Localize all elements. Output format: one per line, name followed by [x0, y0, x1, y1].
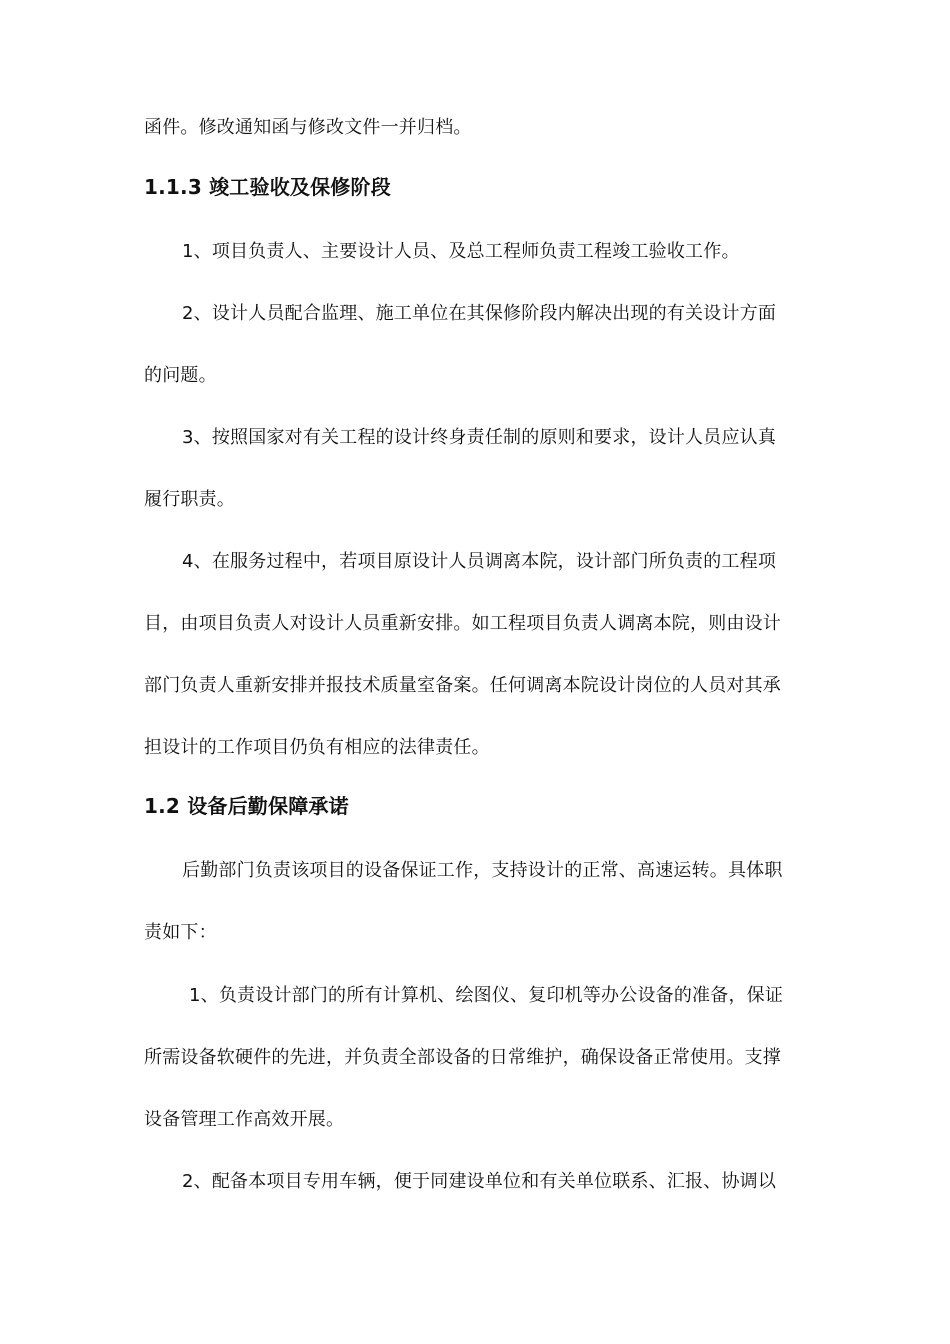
paragraph-line: 所需设备软硬件的先进，并负责全部设备的日常维护，确保设备正常使用。支撑 — [144, 1047, 781, 1068]
section-heading: 1.2 设备后勤保障承诺 — [144, 794, 349, 818]
paragraph-line: 责如下： — [144, 922, 217, 943]
paragraph-line: 函件。修改通知函与修改文件一并归档。 — [144, 117, 472, 138]
paragraph-line: 后勤部门负责该项目的设备保证工作，支持设计的正常、高速运转。具体职 — [182, 860, 783, 881]
paragraph-line: 目，由项目负责人对设计人员重新安排。如工程项目负责人调离本院，则由设计 — [144, 613, 781, 634]
paragraph-line: 履行职责。 — [144, 489, 235, 510]
paragraph-line: 2、设计人员配合监理、施工单位在其保修阶段内解决出现的有关设计方面 — [182, 303, 777, 324]
paragraph-line: 2、配备本项目专用车辆，便于同建设单位和有关单位联系、汇报、协调以 — [182, 1171, 777, 1192]
paragraph-line: 3、按照国家对有关工程的设计终身责任制的原则和要求，设计人员应认真 — [182, 427, 777, 448]
paragraph-line: 设备管理工作高效开展。 — [144, 1109, 345, 1130]
paragraph-line: 4、在服务过程中，若项目原设计人员调离本院，设计部门所负责的工程项 — [182, 551, 777, 572]
section-heading: 1.1.3 竣工验收及保修阶段 — [144, 175, 391, 199]
paragraph-line: 担设计的工作项目仍负有相应的法律责任。 — [144, 737, 490, 758]
paragraph-line: 1、项目负责人、主要设计人员、及总工程师负责工程竣工验收工作。 — [182, 241, 740, 262]
paragraph-line: 部门负责人重新安排并报技术质量室备案。任何调离本院设计岗位的人员对其承 — [144, 675, 781, 696]
paragraph-line: 1、负责设计部门的所有计算机、绘图仪、复印机等办公设备的准备，保证 — [189, 985, 784, 1006]
paragraph-line: 的问题。 — [144, 365, 217, 386]
